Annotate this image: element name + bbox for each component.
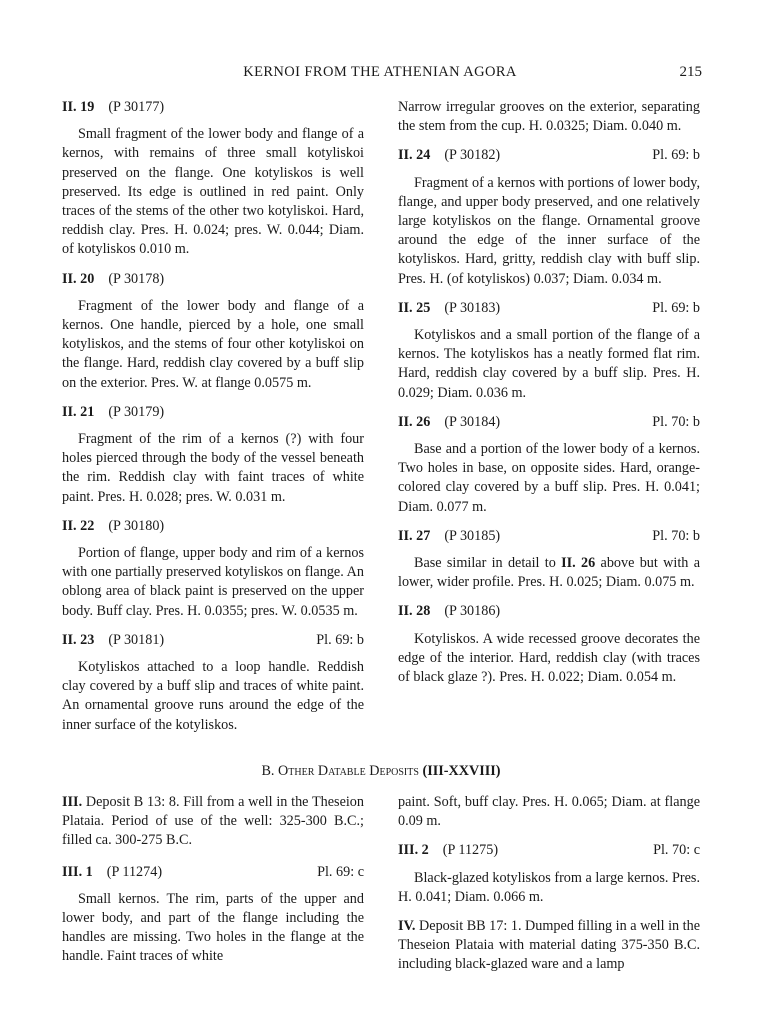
- inventory-number: (P 30186): [444, 603, 501, 620]
- lower-right-column: [398, 793, 700, 987]
- inventory-number: (P 30179): [108, 403, 165, 420]
- entry-number: II. 24: [398, 147, 431, 164]
- section-heading: [62, 763, 700, 780]
- entry-number: II. 27: [398, 527, 431, 544]
- inventory-number: (P 30182): [444, 147, 501, 164]
- entry-number: II. 20: [62, 270, 95, 287]
- catalogue-entry: [62, 98, 364, 260]
- inventory-number: (P 30181): [108, 631, 165, 648]
- inventory-number: (P 11275): [442, 842, 499, 859]
- entry-number: II. 19: [62, 99, 95, 115]
- cross-reference: II. 26: [561, 555, 596, 572]
- entry-description: Kotyliskos and a small portion of the flange of a kernos. The kotyliskos has a neatly formed flat rim. Hard, reddish clay covered by a buff slip. Pres. H. 0.029; Diam. 0.036 m.: [398, 327, 700, 401]
- plate-reference: Pl. 69: b: [652, 299, 700, 316]
- deposit-number: III.: [62, 794, 83, 810]
- entry-description: Kotyliskos. A wide recessed groove decorates the edge of the interior. Hard, reddish clay (with traces of black glaze ?). Pres. H. 0.022; Diam. 0.054 m.: [398, 630, 700, 686]
- inventory-number: (P 30177): [108, 99, 165, 115]
- entry-number: III. 2: [398, 842, 429, 859]
- entry-description: [398, 554, 700, 592]
- catalogue-entry: [62, 403, 364, 507]
- continuation-text: [398, 98, 700, 136]
- deposit-paragraph: [62, 793, 364, 851]
- entry-number: II. 21: [62, 403, 95, 420]
- entry-number: II. 23: [62, 631, 95, 648]
- catalogue-entry: [398, 413, 700, 517]
- entry-description: Black-glazed kotyliskos from a large kernos. Pres. H. 0.041; Diam. 0.066 m.: [398, 869, 700, 905]
- catalogue-entry: [62, 270, 364, 393]
- catalogue-entry: [62, 631, 364, 735]
- right-column: [398, 98, 700, 697]
- entry-description: Small fragment of the lower body and flange of a kernos, with remains of three small kotyliskoi preserved on the flange. One kotyliskos is well preserved. Its edge is outlined in red paint. Only traces of the stems of the other two kotyliskoi. Hard, reddish clay. Pres. H. 0.024; pres. W. 0.044; Diam. of kotyliskos 0.010 m.: [62, 126, 364, 258]
- inventory-number: (P 30183): [444, 299, 501, 316]
- entry-number: III. 1: [62, 863, 93, 880]
- plate-reference: Pl. 70: c: [653, 842, 700, 859]
- plate-reference: Pl. 69: b: [652, 147, 700, 164]
- running-head: KERNOI FROM THE ATHENIAN AGORA: [243, 64, 517, 80]
- catalogue-entry: [398, 841, 700, 907]
- plate-reference: Pl. 70: b: [652, 413, 700, 430]
- plate-reference: Pl. 69: b: [316, 631, 364, 648]
- inventory-number: (P 30185): [444, 527, 501, 544]
- left-column: [62, 98, 364, 745]
- catalogue-entry: [398, 299, 700, 403]
- plate-reference: Pl. 69: c: [317, 863, 364, 880]
- deposit-text: Deposit B 13: 8. Fill from a well in the Theseion Plataia. Period of use of the well: 325-300 B.C.; filled ca. 300-275 B.C.: [62, 794, 364, 849]
- entry-number: II. 26: [398, 413, 431, 430]
- entry-description: Fragment of the rim of a kernos (?) with four holes pierced through the body of the vessel beneath the rim. Reddish clay with faint traces of white paint. Pres. H. 0.028; pres. W. 0.031 m.: [62, 431, 364, 505]
- deposit-text: Deposit BB 17: 1. Dumped filling in a well in the Theseion Plataia with material dating 375-350 B.C. including black-glazed ware and a lamp: [398, 918, 700, 973]
- deposit-paragraph: [398, 917, 700, 975]
- deposit-number: IV.: [398, 918, 416, 935]
- entry-description: Fragment of a kernos with portions of lower body, flange, and upper body preserved, and one relatively large kotyliskos on the flange. Ornamental groove around the edge of the inner surface of the kotyliskos. Hard, gritty, reddish clay with buff slip. Pres. H. (of kotyliskos) 0.037; Diam. 0.034 m.: [398, 174, 700, 287]
- lower-left-column: [62, 793, 364, 977]
- entry-number: II. 28: [398, 603, 431, 620]
- entry-description: Portion of flange, upper body and rim of a kernos with one partially preserved kotyliskos on flange. An oblong area of black paint is preserved on the upper body. Buff clay. Pres. H. 0.0355; pres. W. 0.0535 m.: [62, 545, 364, 619]
- description-part: Base similar in detail to: [414, 555, 562, 572]
- description-part: above but with a lower, wider profile. Pres. H. 0.025; Diam. 0.075 m.: [398, 555, 700, 591]
- entry-number: II. 22: [62, 517, 95, 534]
- section-label: B. Other Datable Deposits: [261, 763, 419, 779]
- page-number: 215: [679, 64, 702, 80]
- entry-description: Narrow irregular grooves on the exterior, separating the stem from the cup. H. 0.0325; Diam. 0.040 m.: [398, 99, 700, 135]
- catalogue-entry: [398, 527, 700, 593]
- catalogue-entry: [398, 602, 700, 687]
- catalogue-entry: [62, 863, 364, 967]
- entry-number: II. 25: [398, 299, 431, 316]
- continuation-text: [398, 793, 700, 831]
- entry-description: Kotyliskos attached to a loop handle. Reddish clay covered by a buff slip and traces of white paint. An ornamental groove runs around the edge of the inner surface of the kotyliskos.: [62, 659, 364, 733]
- catalogue-entry: [62, 517, 364, 621]
- entry-description: Small kernos. The rim, parts of the upper and lower body, and part of the flange including the handles are missing. Two holes in the flange at the handle. Faint traces of white: [62, 890, 364, 965]
- catalogue-entry: [398, 146, 700, 288]
- entry-description: Base and a portion of the lower body of a kernos. Two holes in base, on opposite sides. Hard, orange-colored clay covered by a buff slip. Pres. H. 0.041; Diam. 0.077 m.: [398, 441, 700, 515]
- plate-reference: Pl. 70: b: [652, 527, 700, 544]
- inventory-number: (P 30184): [444, 413, 501, 430]
- inventory-number: (P 30180): [108, 517, 165, 534]
- inventory-number: (P 11274): [106, 863, 163, 880]
- section-range: (III-XXVIII): [422, 763, 501, 779]
- inventory-number: (P 30178): [108, 270, 165, 287]
- entry-description: paint. Soft, buff clay. Pres. H. 0.065; Diam. at flange 0.09 m.: [398, 794, 700, 830]
- entry-description: Fragment of the lower body and flange of a kernos. One handle, pierced by a hole, one small kotyliskos, and the stems of four other kotyliskoi on the flange. Hard, reddish clay covered by a buff slip on the exterior. Pres. W. at flange 0.0575 m.: [62, 297, 364, 391]
